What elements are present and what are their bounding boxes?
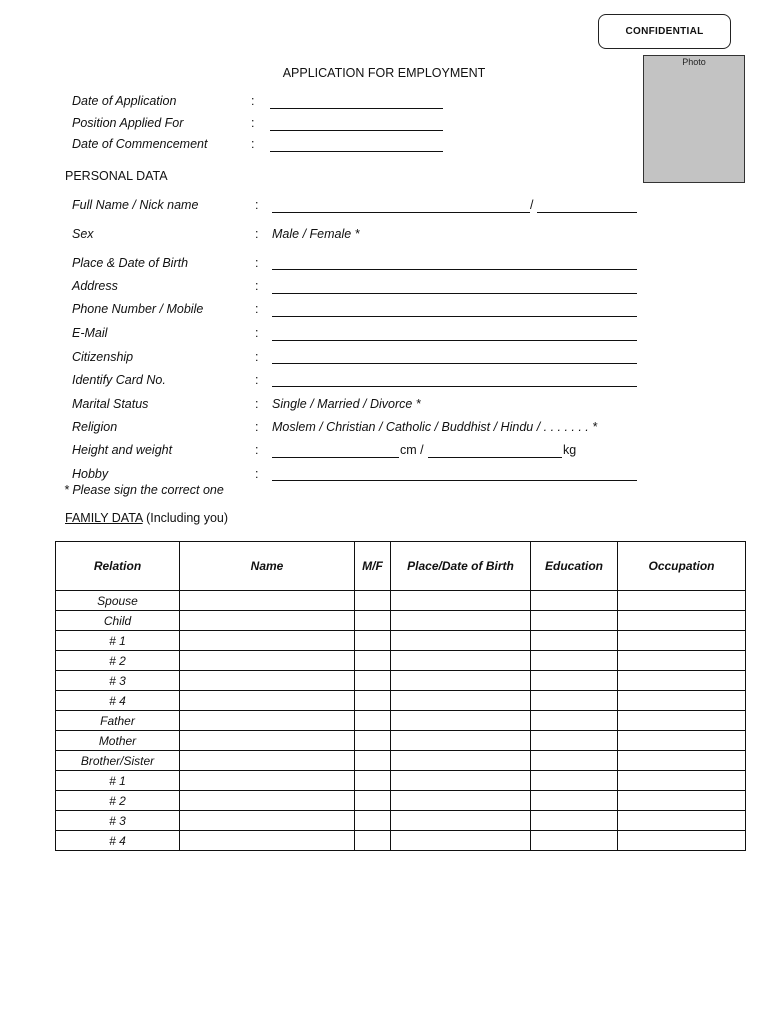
colon: : — [255, 373, 259, 387]
position-applied-for-field[interactable] — [270, 130, 443, 131]
birth-cell[interactable] — [391, 651, 531, 671]
family-table — [55, 541, 746, 851]
colon: : — [251, 94, 255, 108]
education-cell[interactable] — [531, 671, 618, 691]
mf-cell[interactable] — [355, 631, 391, 651]
birth-cell[interactable] — [391, 831, 531, 851]
mf-cell[interactable] — [355, 651, 391, 671]
marital-status-label: Marital Status — [72, 397, 149, 411]
family-data-heading-wrap — [65, 511, 228, 525]
occupation-cell[interactable] — [618, 691, 746, 711]
height-weight-label: Height and weight — [72, 443, 173, 457]
date-of-application-label: Date of Application — [72, 94, 177, 108]
birth-cell[interactable] — [391, 611, 531, 631]
table-row — [56, 811, 746, 831]
occupation-cell[interactable] — [618, 771, 746, 791]
relation-cell: # 1 — [56, 771, 180, 791]
relation-cell: # 3 — [56, 811, 180, 831]
name-cell[interactable] — [180, 751, 355, 771]
col-header: Occupation — [618, 542, 746, 591]
education-cell[interactable] — [531, 771, 618, 791]
position-applied-for-label: Position Applied For — [72, 116, 184, 130]
colon: : — [255, 350, 259, 364]
mf-cell[interactable] — [355, 831, 391, 851]
birth-cell[interactable] — [391, 731, 531, 751]
col-header: Place/Date of Birth — [391, 542, 531, 591]
name-cell[interactable] — [180, 651, 355, 671]
relation-cell: Child — [56, 611, 180, 631]
hobby-field[interactable] — [272, 480, 637, 481]
address-label: Address — [72, 279, 118, 293]
education-cell[interactable] — [531, 651, 618, 671]
citizenship-field[interactable] — [272, 363, 637, 364]
mf-cell[interactable] — [355, 711, 391, 731]
name-cell[interactable] — [180, 771, 355, 791]
birth-cell[interactable] — [391, 591, 531, 611]
colon: : — [251, 137, 255, 151]
relation-cell: Spouse — [56, 591, 180, 611]
occupation-cell[interactable] — [618, 831, 746, 851]
table-row — [56, 791, 746, 811]
phone-number-field[interactable] — [272, 316, 637, 317]
photo-label: Photo — [682, 57, 706, 67]
address-field[interactable] — [272, 293, 637, 294]
date-of-commencement-field[interactable] — [270, 151, 443, 152]
relation-cell: Mother — [56, 731, 180, 751]
relation-cell: Father — [56, 711, 180, 731]
mf-cell[interactable] — [355, 771, 391, 791]
birth-cell[interactable] — [391, 631, 531, 651]
occupation-cell[interactable] — [618, 791, 746, 811]
identity-card-label: Identify Card No. — [72, 373, 166, 387]
table-row — [56, 831, 746, 851]
colon: : — [255, 279, 259, 293]
birth-cell[interactable] — [391, 791, 531, 811]
height-field[interactable] — [272, 457, 399, 458]
relation-cell: # 3 — [56, 671, 180, 691]
colon: : — [255, 397, 259, 411]
colon: : — [255, 256, 259, 270]
colon: : — [255, 198, 259, 212]
name-cell[interactable] — [180, 811, 355, 831]
religion-label: Religion — [72, 420, 118, 434]
name-cell[interactable] — [180, 631, 355, 651]
col-header: M/F — [355, 542, 391, 591]
colon: : — [251, 116, 255, 130]
col-header: Education — [531, 542, 618, 591]
relation-cell: Brother/Sister — [56, 751, 180, 771]
confidential-label: CONFIDENTIAL — [598, 14, 731, 49]
birth-cell[interactable] — [391, 711, 531, 731]
colon: : — [255, 302, 259, 316]
occupation-cell[interactable] — [618, 591, 746, 611]
full-name-field[interactable] — [272, 212, 530, 213]
table-row — [56, 731, 746, 751]
birth-cell[interactable] — [391, 691, 531, 711]
occupation-cell[interactable] — [618, 651, 746, 671]
family-table-header — [56, 542, 746, 591]
mf-cell[interactable] — [355, 671, 391, 691]
full-name-label: Full Name / Nick name — [72, 198, 199, 212]
phone-number-label: Phone Number / Mobile — [72, 302, 204, 316]
birth-cell[interactable] — [391, 671, 531, 691]
occupation-cell[interactable] — [618, 751, 746, 771]
height-unit: cm / — [400, 443, 424, 457]
occupation-cell[interactable] — [618, 711, 746, 731]
relation-cell: # 2 — [56, 651, 180, 671]
form-title: APPLICATION FOR EMPLOYMENT — [282, 66, 486, 80]
table-row — [56, 671, 746, 691]
occupation-cell[interactable] — [618, 611, 746, 631]
colon: : — [255, 326, 259, 340]
family-data-suffix: (Including you) — [146, 511, 229, 525]
name-cell[interactable] — [180, 791, 355, 811]
table-row — [56, 751, 746, 771]
name-cell[interactable] — [180, 691, 355, 711]
name-cell[interactable] — [180, 731, 355, 751]
birth-cell[interactable] — [391, 811, 531, 831]
colon: : — [255, 467, 259, 481]
education-cell[interactable] — [531, 831, 618, 851]
email-field[interactable] — [272, 340, 637, 341]
name-cell[interactable] — [180, 671, 355, 691]
name-cell[interactable] — [180, 611, 355, 631]
relation-cell: # 4 — [56, 691, 180, 711]
education-cell[interactable] — [531, 591, 618, 611]
colon: : — [255, 227, 259, 241]
weight-field[interactable] — [428, 457, 562, 458]
personal-data-heading: PERSONAL DATA — [65, 169, 168, 183]
name-cell[interactable] — [180, 711, 355, 731]
sex-label: Sex — [72, 227, 94, 241]
mf-cell[interactable] — [355, 731, 391, 751]
mf-cell[interactable] — [355, 591, 391, 611]
birth-cell[interactable] — [391, 771, 531, 791]
mf-cell[interactable] — [355, 611, 391, 631]
email-label: E-Mail — [72, 326, 108, 340]
table-row — [56, 771, 746, 791]
occupation-cell[interactable] — [618, 811, 746, 831]
religion-options[interactable]: Moslem / Christian / Catholic / Buddhist / Hindu / . . . . . . . * — [272, 420, 598, 434]
relation-cell: # 1 — [56, 631, 180, 651]
relation-cell: # 4 — [56, 831, 180, 851]
occupation-cell[interactable] — [618, 731, 746, 751]
education-cell[interactable] — [531, 711, 618, 731]
colon: : — [255, 443, 259, 457]
date-of-application-field[interactable] — [270, 108, 443, 109]
education-cell[interactable] — [531, 751, 618, 771]
identity-card-field[interactable] — [272, 386, 637, 387]
place-date-of-birth-label: Place & Date of Birth — [72, 256, 189, 270]
name-cell[interactable] — [180, 831, 355, 851]
education-cell[interactable] — [531, 731, 618, 751]
mf-cell[interactable] — [355, 691, 391, 711]
place-date-of-birth-field[interactable] — [272, 269, 637, 270]
table-row — [56, 711, 746, 731]
education-cell[interactable] — [531, 691, 618, 711]
name-separator: / — [530, 198, 534, 212]
marital-status-options[interactable]: Single / Married / Divorce * — [272, 397, 421, 411]
education-cell[interactable] — [531, 791, 618, 811]
birth-cell[interactable] — [391, 751, 531, 771]
table-row — [56, 691, 746, 711]
date-of-commencement-label: Date of Commencement — [72, 137, 208, 151]
colon: : — [255, 420, 259, 434]
col-header: Relation — [56, 542, 180, 591]
name-cell[interactable] — [180, 591, 355, 611]
table-row — [56, 651, 746, 671]
weight-unit: kg — [563, 443, 577, 457]
citizenship-label: Citizenship — [72, 350, 134, 364]
education-cell[interactable] — [531, 811, 618, 831]
education-cell[interactable] — [531, 631, 618, 651]
relation-cell: # 2 — [56, 791, 180, 811]
sex-options[interactable]: Male / Female * — [272, 227, 360, 241]
table-row — [56, 611, 746, 631]
nick-name-field[interactable] — [537, 212, 637, 213]
sign-note: * Please sign the correct one — [64, 483, 224, 497]
occupation-cell[interactable] — [618, 671, 746, 691]
hobby-label: Hobby — [72, 467, 109, 481]
col-header: Name — [180, 542, 355, 591]
table-row — [56, 591, 746, 611]
family-data-heading: FAMILY DATA — [65, 511, 143, 525]
education-cell[interactable] — [531, 611, 618, 631]
mf-cell[interactable] — [355, 751, 391, 771]
mf-cell[interactable] — [355, 811, 391, 831]
table-row — [56, 631, 746, 651]
mf-cell[interactable] — [355, 791, 391, 811]
occupation-cell[interactable] — [618, 631, 746, 651]
